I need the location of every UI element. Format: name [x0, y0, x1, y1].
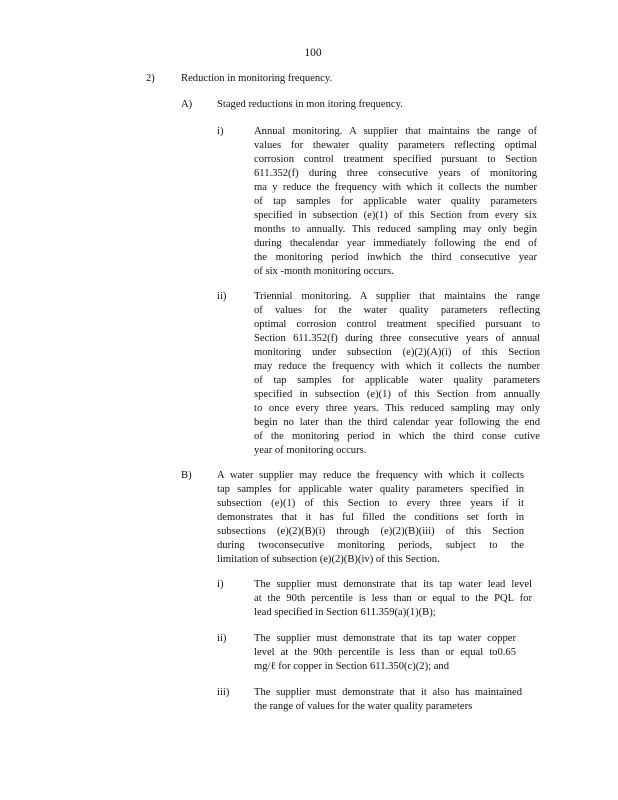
text-line: tap samples for applicable water quality parameters specified in [217, 484, 524, 495]
text-line: corrosion control treatment specified pursuant to Section [254, 154, 537, 165]
item-a-i-label: i) [217, 126, 224, 137]
item-2-label: 2) [146, 73, 155, 84]
text-line: monitoring under subsection (e)(2)(A)(i) of this Section [254, 347, 540, 358]
text-line: The supplier must demonstrate that its tap water lead level [254, 579, 532, 590]
item-b-iii-label: iii) [217, 687, 230, 698]
text-line: 611.352(f) during three consecutive years of monitoring [254, 168, 537, 179]
text-line: lead specified in Section 611.359(a)(1)(B); [254, 607, 436, 618]
text-line: level at the 90th percentile is less than or equal to0.65 [254, 647, 516, 658]
text-line: The supplier must demonstrate that it also has maintained [254, 687, 522, 698]
text-line: A water supplier may reduce the frequency with which it collects [217, 470, 524, 481]
item-b-ii-label: ii) [217, 633, 227, 644]
item-b-label: B) [181, 470, 192, 481]
text-line: of the monitoring period in which the third conse cutive [254, 431, 540, 442]
text-line: of values for the water quality parameters reflecting [254, 305, 540, 316]
text-line: of six -month monitoring occurs. [254, 266, 394, 277]
text-line: during twoconsecutive monitoring periods, subject to the [217, 540, 524, 551]
text-line: limitation of subsection (e)(2)(B)(iv) of this Section. [217, 554, 440, 565]
item-b-i-label: i) [217, 579, 224, 590]
item-a-i-paragraph [254, 125, 537, 279]
text-line: of tap samples for applicable water quality parameters [254, 196, 537, 207]
text-line: subsection (e)(1) of this Section to every three years if it [217, 498, 524, 509]
text-line: The supplier must demonstrate that its tap water copper [254, 633, 516, 644]
page-number: 100 [304, 47, 322, 59]
text-line: at the 90th percentile is less than or equal to the PQL for [254, 593, 532, 604]
text-line: may reduce the frequency with which it collects the number [254, 361, 540, 372]
text-line: the range of values for the water quality parameters [254, 701, 473, 712]
item-b-i-paragraph [254, 578, 532, 620]
item-b-paragraph [217, 469, 524, 567]
text-line: mg/ℓ for copper in Section 611.350(c)(2); and [254, 661, 450, 672]
text-line: values for thewater quality parameters reflecting optimal [254, 140, 537, 151]
text-line: Triennial monitoring. A supplier that maintains the range [254, 291, 540, 302]
item-b-ii-paragraph [254, 632, 516, 674]
text-line: of tap samples for applicable water quality parameters [254, 375, 540, 386]
text-line: Annual monitoring. A supplier that maintains the range of [254, 126, 537, 137]
text-line: optimal corrosion control treatment specified pursuant to [254, 319, 540, 330]
text-line: months to annually. This reduced sampling may only begin [254, 224, 537, 235]
text-line: specified in subsection (e)(1) of this Section from annually [254, 389, 540, 400]
item-2-heading: Reduction in monitoring frequency. [181, 73, 333, 84]
text-line: the monitoring period inwhich the third consecutive year [254, 252, 537, 263]
text-line: specified in subsection (e)(1) of this Section from every six [254, 210, 537, 221]
text-line: during thecalendar year immediately following the end of [254, 238, 537, 249]
item-a-heading: Staged reductions in mon itoring frequency. [217, 99, 403, 110]
item-b-iii-paragraph [254, 686, 522, 714]
item-a-ii-paragraph [254, 290, 540, 458]
item-a-label: A) [181, 99, 193, 110]
text-line: ma y reduce the frequency with which it collects the number [254, 182, 537, 193]
text-line: year of monitoring occurs. [254, 445, 367, 456]
text-line: subsections (e)(2)(B)(i) through (e)(2)(B)(iii) of this Section [217, 526, 524, 537]
text-line: demonstrates that it has ful filled the conditions set forth in [217, 512, 524, 523]
text-line: Section 611.352(f) during three consecutive years of annual [254, 333, 540, 344]
item-a-ii-label: ii) [217, 291, 227, 302]
text-line: begin no later than the third calendar year following the end [254, 417, 540, 428]
text-line: to once every three years. This reduced sampling may only [254, 403, 540, 414]
